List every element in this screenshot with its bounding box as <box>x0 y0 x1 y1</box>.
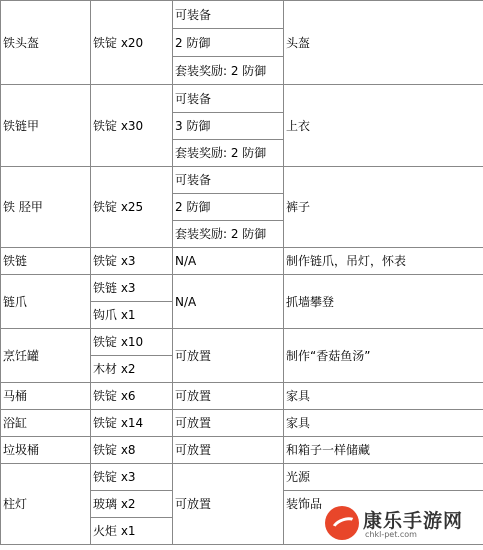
item-name-cell: 浴缸 <box>1 410 91 437</box>
site-watermark <box>325 504 477 544</box>
table-row <box>1 85 483 113</box>
use-cell: 装饰品 <box>284 491 483 545</box>
use-cell: 裤子 <box>284 167 483 248</box>
material-cell: 铁锭 x30 <box>91 85 173 167</box>
property-cell: 可装备 <box>173 1 284 29</box>
use-cell: 家具 <box>284 383 483 410</box>
item-name-cell: 铁头盔 <box>1 1 91 85</box>
material-cell: 铁锭 x10 <box>91 329 173 356</box>
swoosh-circle-logo-icon <box>325 506 359 540</box>
table-row <box>1 167 483 194</box>
use-cell: 抓墙攀登 <box>284 275 483 329</box>
property-cell: 3 防御 <box>173 113 284 140</box>
material-cell: 铁锭 x6 <box>91 383 173 410</box>
material-cell: 玻璃 x2 <box>91 491 173 518</box>
use-cell: 和箱子一样储藏 <box>284 437 483 464</box>
material-cell: 铁锭 x14 <box>91 410 173 437</box>
property-cell: 可装备 <box>173 167 284 194</box>
property-cell: N/A <box>173 248 284 275</box>
property-cell: 套装奖励: 2 防御 <box>173 221 284 248</box>
use-cell: 头盔 <box>284 1 483 85</box>
property-cell: 可放置 <box>173 464 284 545</box>
table-row <box>1 275 483 302</box>
use-cell: 光源 <box>284 464 483 491</box>
material-cell: 铁锭 x3 <box>91 248 173 275</box>
table-row <box>1 437 483 464</box>
use-cell: 制作链爪，吊灯，怀表 <box>284 248 483 275</box>
property-cell: 套装奖励: 2 防御 <box>173 140 284 167</box>
property-cell: 可放置 <box>173 383 284 410</box>
property-cell: 可放置 <box>173 329 284 383</box>
material-cell: 铁链 x3 <box>91 275 173 302</box>
material-cell: 木材 x2 <box>91 356 173 383</box>
table-row <box>1 329 483 356</box>
item-name-cell: 铁链 <box>1 248 91 275</box>
property-cell: 可装备 <box>173 85 284 113</box>
watermark-site-url: chkl-pet.com <box>365 530 417 539</box>
item-name-cell: 铁 胫甲 <box>1 167 91 248</box>
material-cell: 钩爪 x1 <box>91 302 173 329</box>
property-cell: 可放置 <box>173 437 284 464</box>
item-name-cell: 马桶 <box>1 383 91 410</box>
item-name-cell: 垃圾桶 <box>1 437 91 464</box>
material-cell: 铁锭 x3 <box>91 464 173 491</box>
property-cell: 可放置 <box>173 410 284 437</box>
use-cell: 制作“香菇鱼汤” <box>284 329 483 383</box>
table-row <box>1 410 483 437</box>
use-cell: 家具 <box>284 410 483 437</box>
table-row <box>1 383 483 410</box>
property-cell: N/A <box>173 275 284 329</box>
table-row <box>1 464 483 491</box>
table-row <box>1 248 483 275</box>
material-cell: 火炬 x1 <box>91 518 173 545</box>
item-name-cell: 铁链甲 <box>1 85 91 167</box>
table-row <box>1 1 483 29</box>
use-cell: 上衣 <box>284 85 483 167</box>
item-name-cell: 柱灯 <box>1 464 91 545</box>
material-cell: 铁锭 x25 <box>91 167 173 248</box>
property-cell: 2 防御 <box>173 194 284 221</box>
item-name-cell: 烹饪罐 <box>1 329 91 383</box>
watermark-site-name: 康乐手游网 <box>363 510 464 532</box>
property-cell: 套装奖励: 2 防御 <box>173 57 284 85</box>
property-cell: 2 防御 <box>173 29 284 57</box>
material-cell: 铁锭 x8 <box>91 437 173 464</box>
item-name-cell: 链爪 <box>1 275 91 329</box>
material-cell: 铁锭 x20 <box>91 1 173 85</box>
